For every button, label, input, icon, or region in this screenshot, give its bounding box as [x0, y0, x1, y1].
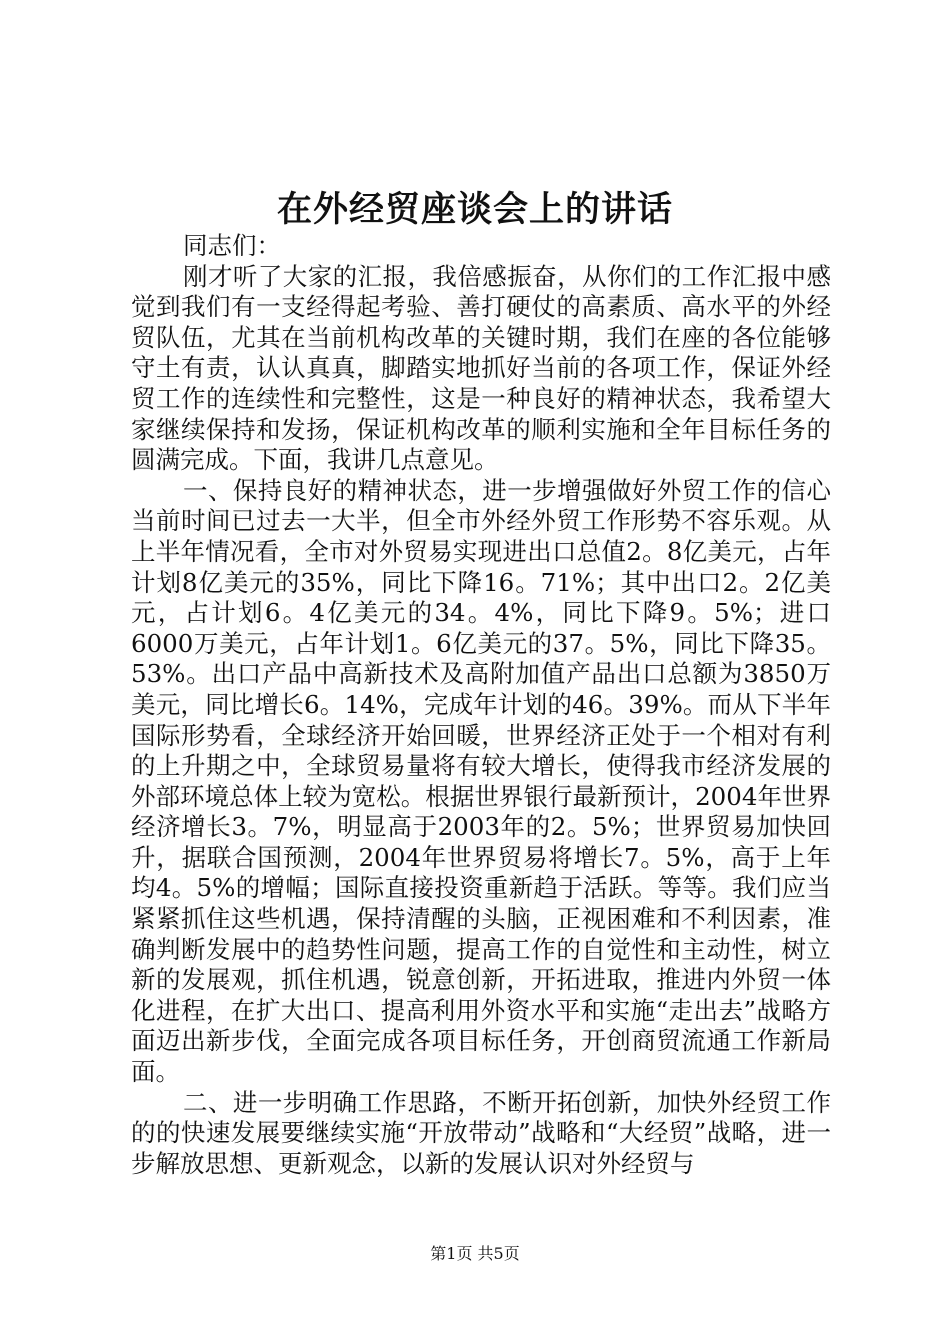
- page-number-footer: 第1页 共5页: [430, 1244, 520, 1263]
- salutation: 同志们：: [183, 231, 281, 260]
- paragraph-1: 刚才听了大家的汇报，我倍感振奋，从你们的工作汇报中感觉到我们有一支经得起考验、善打硬仗的高素质、高水平的外经贸队伍，尤其在当前机构改革的关键时期，我们在座的各位能够守土有责，认认真真，脚踏实地抓好当前的各项工作，保证外经贸工作的连续性和完整性，这是一种良好的精神状态，我希望大家继续保持和发扬，保证机构改革的顺利实施和全年目标任务的圆满完成。下面，我讲几点意见。: [131, 261, 831, 475]
- page-title: 在外经贸座谈会上的讲话: [276, 189, 673, 230]
- document-body: [131, 231, 831, 1179]
- paragraph-2: 一、保持良好的精神状态，进一步增强做好外贸工作的信心当前时间已过去一大半，但全市外经外贸工作形势不容乐观。从上半年情况看，全市对外贸易实现进出口总值2。8亿美元，占年计划8亿美元的35%，同比下降16。71%；其中出口2。2亿美元，占计划6。4亿美元的34。4%，同比下降9。5%；进口6000万美元，占年计划1。6亿美元的37。5%，同比下降35。53%。出口产品中高新技术及高附加值产品出口总额为3850万美元，同比增长6。14%，完成年计划的46。39%。而从下半年国际形势看，全球经济开始回暖，世界经济正处于一个相对有利的上升期之中，全球贸易量将有较大增长，使得我市经济发展的外部环境总体上较为宽松。根据世界银行最新预计，2004年世界经济增长3。7%，明显高于2003年的2。5%；世界贸易加快回升，据联合国预测，2004年世界贸易将增长7。5%，高于上年均4。5%的增幅；国际直接投资重新趋于活跃。等等。我们应当紧紧抓住这些机遇，保持清醒的头脑，正视困难和不利因素，准确判断发展中的趋势性问题，提高工作的自觉性和主动性，树立新的发展观，抓住机遇，锐意创新，开拓进取，推进内外贸一体化进程，在扩大出口、提高利用外资水平和实施“走出去”战略方面迈出新步伐，全面完成各项目标任务，开创商贸流通工作新局面。: [131, 475, 831, 1087]
- paragraph-3: 二、进一步明确工作思路，不断开拓创新，加快外经贸工作的的快速发展要继续实施“开放带动”战略和“大经贸”战略，进一步解放思想、更新观念，以新的发展认识对外经贸与: [131, 1087, 831, 1178]
